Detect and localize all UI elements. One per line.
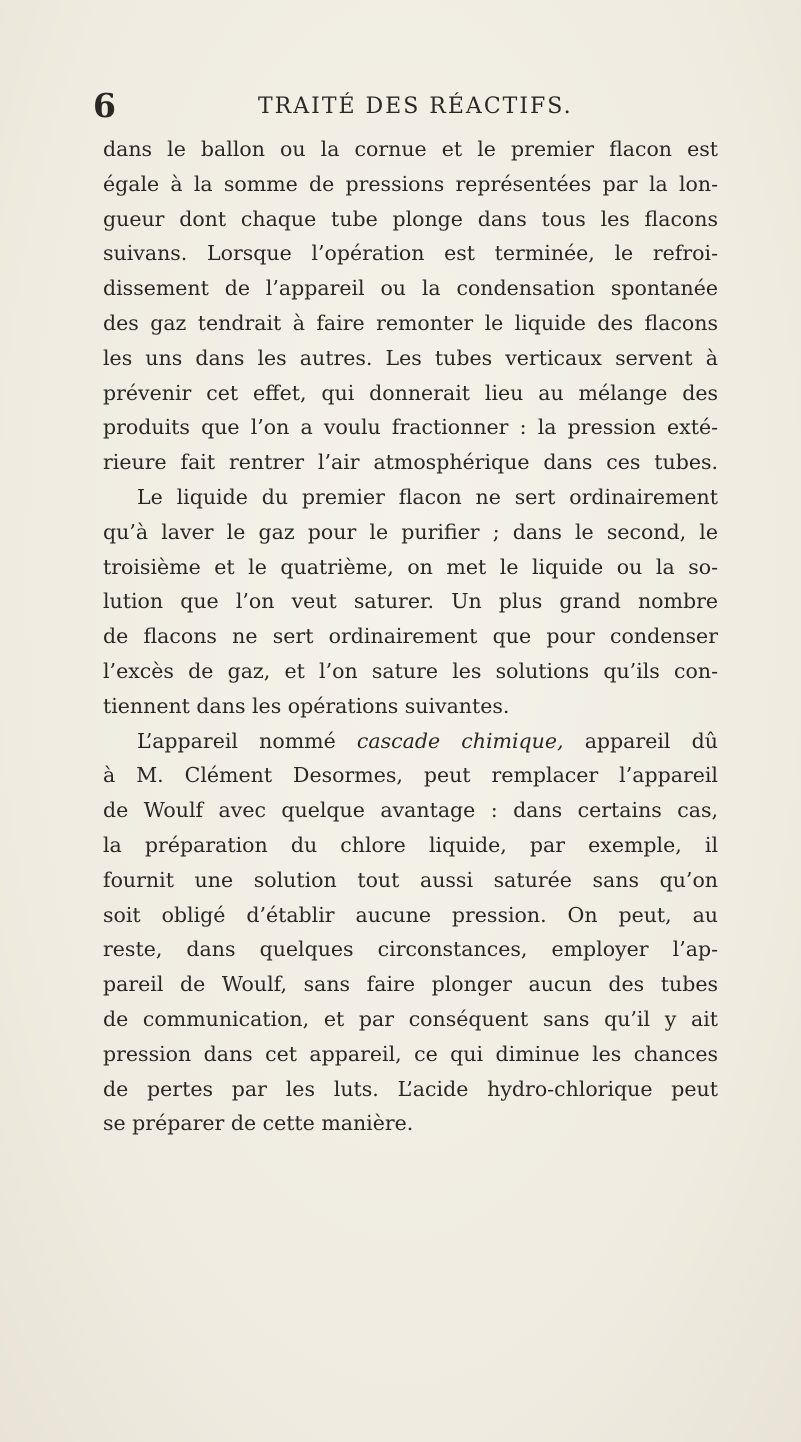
- text-line: rieure fait rentrer l’air atmosphérique dans ces tubes.: [103, 450, 718, 475]
- text-segment: appareil dû: [584, 728, 718, 753]
- text-line: la préparation du chlore liquide, par exemple, il: [103, 832, 718, 857]
- text-line: de flacons ne sert ordinairement que pour condenser: [103, 624, 718, 649]
- text-line: produits que l’on a voulu fractionner : la pression exté-: [103, 415, 718, 440]
- text-line: tiennent dans les opérations suivantes.: [103, 693, 510, 718]
- text-line: gueur dont chaque tube plonge dans tous les flacons: [103, 206, 718, 231]
- page-number: 6: [93, 86, 116, 125]
- text-line: dans le ballon ou la cornue et le premier flacon est: [103, 137, 718, 161]
- text-line: fournit une solution tout aussi saturée sans qu’on: [103, 867, 718, 892]
- text-line-with-italic: [103, 724, 718, 759]
- text-line: les uns dans les autres. Les tubes verticaux servent à: [103, 345, 718, 370]
- text-line: de Woulf avec quelque avantage : dans certains cas,: [103, 798, 718, 823]
- text-line: troisième et le quatrième, on met le liquide ou la so-: [103, 554, 718, 579]
- text-line: se préparer de cette manière.: [103, 1111, 414, 1136]
- running-title: TRAITÉ DES RÉACTIFS.: [258, 94, 573, 119]
- text-line: pareil de Woulf, sans faire plonger aucun des tubes: [103, 972, 718, 997]
- page-header: [0, 88, 801, 124]
- text-segment: L’appareil nommé: [137, 728, 336, 753]
- text-line: l’excès de gaz, et l’on sature les solutions qu’ils con-: [103, 658, 718, 683]
- text-line: reste, dans quelques circonstances, employer l’ap-: [103, 937, 718, 962]
- text-line: suivans. Lorsque l’opération est terminée, le refroi-: [103, 241, 718, 266]
- text-line: pression dans cet appareil, ce qui diminue les chances: [103, 1041, 718, 1066]
- text-line: lution que l’on veut saturer. Un plus grand nombre: [103, 589, 718, 614]
- text-line: à M. Clément Desormes, peut remplacer l’appareil: [103, 763, 718, 788]
- text-line: de communication, et par conséquent sans qu’il y ait: [103, 1006, 718, 1031]
- italic-term: cascade chimique,: [356, 728, 564, 753]
- text-line: de pertes par les luts. L’acide hydro-chlorique peut: [103, 1076, 718, 1101]
- text-line: qu’à laver le gaz pour le purifier ; dans le second, le: [103, 519, 718, 544]
- text-line: prévenir cet effet, qui donnerait lieu au mélange des: [103, 380, 718, 405]
- text-line: soit obligé d’établir aucune pression. On peut, au: [103, 902, 718, 927]
- text-line: dissement de l’appareil ou la condensation spontanée: [103, 276, 718, 301]
- text-line: des gaz tendrait à faire remonter le liquide des flacons: [103, 310, 718, 335]
- body-text: [103, 132, 718, 1141]
- text-line: Le liquide du premier flacon ne sert ordinairement: [137, 484, 718, 509]
- text-line: égale à la somme de pressions représentées par la lon-: [103, 171, 718, 196]
